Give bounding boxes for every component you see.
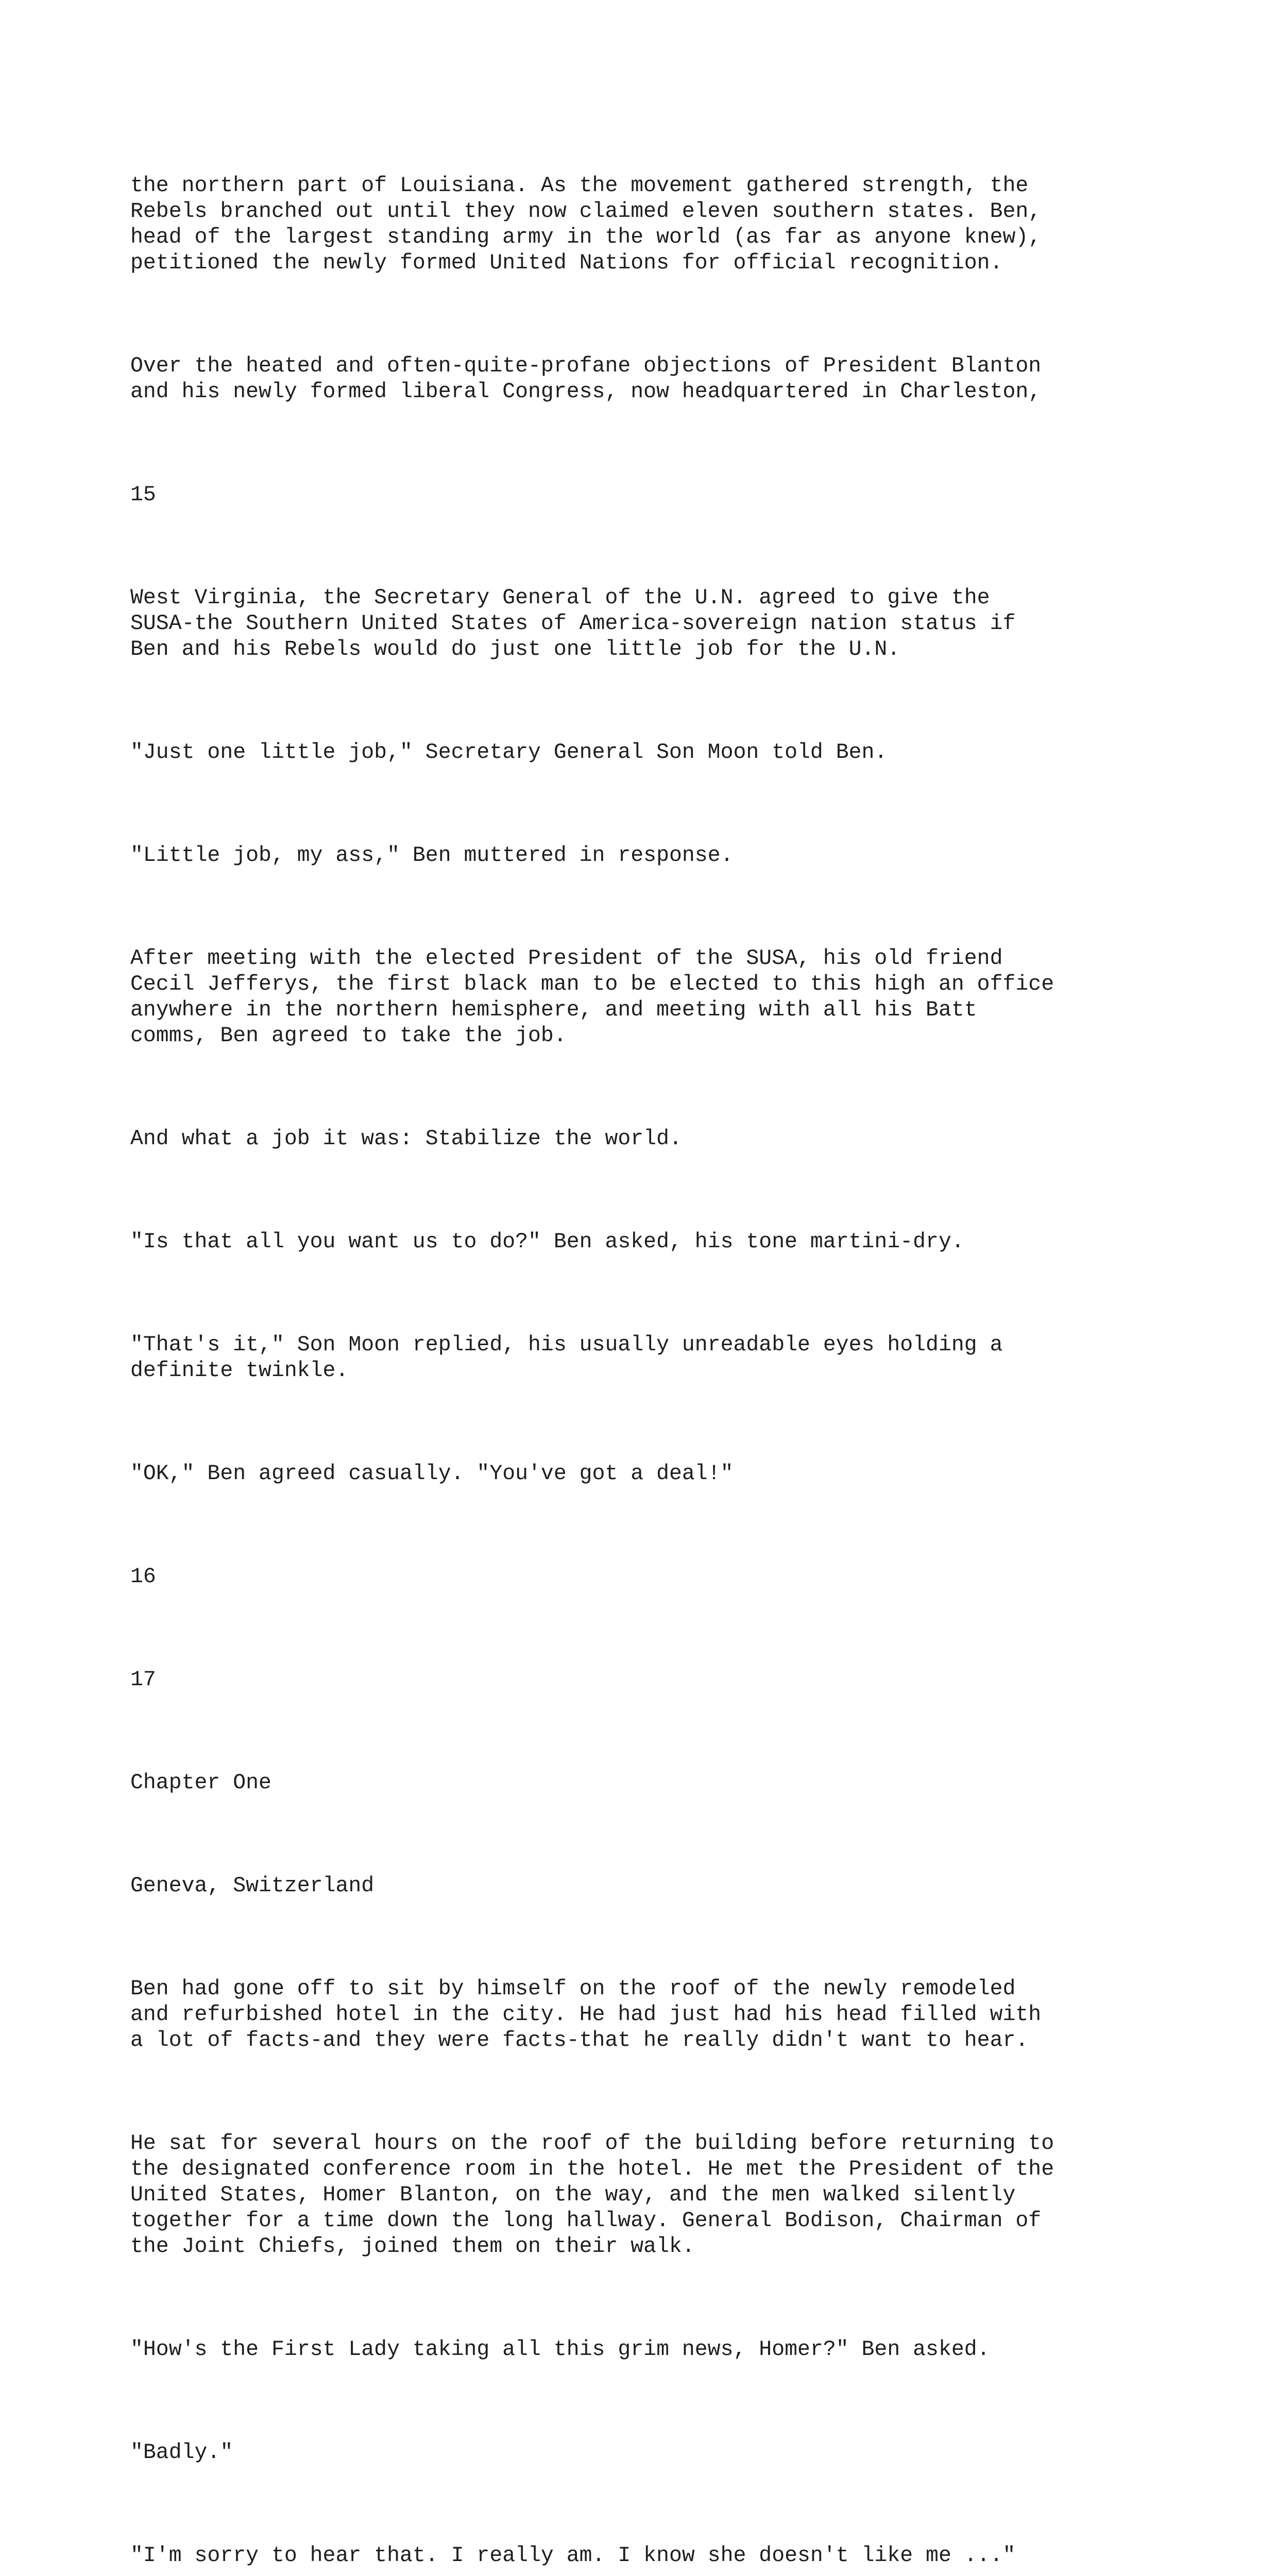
body-text — [130, 122, 1233, 2576]
paragraph-badly: "Badly." — [130, 2441, 233, 2465]
paragraph-sorry: "I'm sorry to hear that. I really am. I know she doesn't like me ..." — [130, 2544, 1016, 2568]
page-number-15: 15 — [130, 483, 156, 507]
paragraph-thats-it: "That's it," Son Moon replied, his usually unreadable eyes holding a definite twinkle. — [130, 1333, 1003, 1383]
paragraph-blanton-objections: Over the heated and often-quite-profane objections of President Blanton and his newly formed liberal Congress, now headquartered in Charleston, — [130, 354, 1042, 404]
page-number-17: 17 — [130, 1668, 156, 1692]
chapter-heading: Chapter One — [130, 1771, 271, 1795]
location-heading: Geneva, Switzerland — [130, 1874, 374, 1898]
paragraph-got-a-deal: "OK," Ben agreed casually. "You've got a deal!" — [130, 1462, 734, 1486]
paragraph-stabilize-world: And what a job it was: Stabilize the world. — [130, 1127, 682, 1151]
paragraph-little-job-reply: "Little job, my ass," Ben muttered in response. — [130, 843, 734, 868]
paragraph-is-that-all: "Is that all you want us to do?" Ben asked, his tone martini-dry. — [130, 1230, 964, 1254]
paragraph-roof: Ben had gone off to sit by himself on the roof of the newly remodeled and refurbished hotel in the city. He had just had his head filled with a lot of facts-and they were facts-that he really didn't want to hear. — [130, 1977, 1042, 2053]
paragraph-hallway: He sat for several hours on the roof of the building before returning to the designated conference room in the hotel. He met the President of the United States, Homer Blanton, on the way, and the men walked silently together for a time down the long hallway. General Bodison, Chairman of the Joint Chiefs, joined them on their walk. — [130, 2131, 1054, 2259]
paragraph-one-little-job: "Just one little job," Secretary General Son Moon told Ben. — [130, 740, 888, 765]
paragraph-louisiana: the northern part of Louisiana. As the movement gathered strength, the Rebels branched out until they now claimed eleven southern states. Ben, head of the largest standing army in the world (as far as anyone knew), petitioned the newly formed United Nations for official recognition. — [130, 174, 1042, 275]
paragraph-meeting-president: After meeting with the elected President of the SUSA, his old friend Cecil Jefferys, the first black man to be elected to this high an office anywhere in the northern hemisphere, and meeting with all his Batt comms, Ben agreed to take the job. — [130, 946, 1054, 1048]
paragraph-secretary-general: West Virginia, the Secretary General of the U.N. agreed to give the SUSA-the Southern United States of America-sovereign nation status if Ben and his Rebels would do just one little job for the U.N. — [130, 586, 1016, 662]
paragraph-first-lady: "How's the First Lady taking all this grim news, Homer?" Ben asked. — [130, 2337, 990, 2362]
page-number-16: 16 — [130, 1565, 156, 1589]
